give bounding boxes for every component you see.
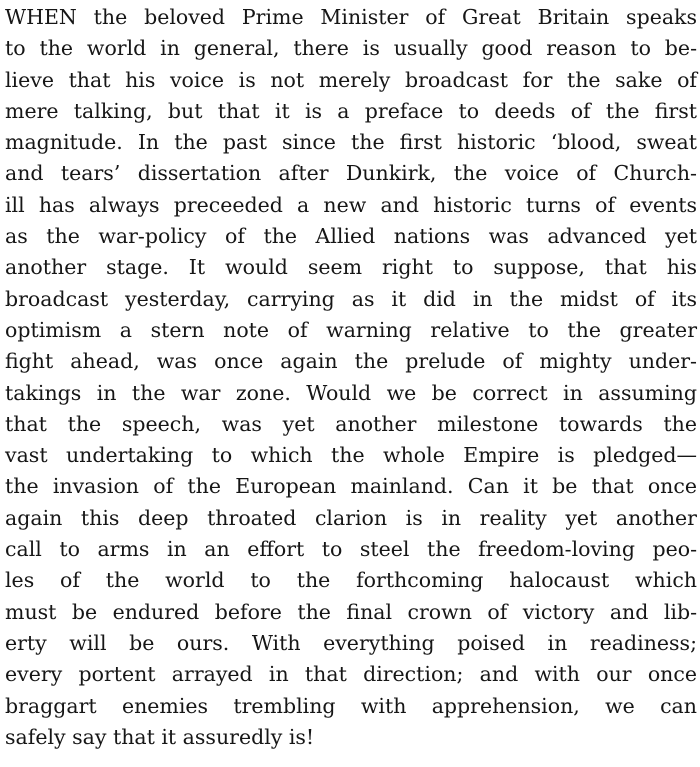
text-line: as the war-policy of the Allied nations was advanced yet (5, 224, 697, 249)
text-line: and tears’ dissertation after Dunkirk, the voice of Church- (5, 161, 697, 186)
editorial-paragraph (5, 2, 697, 753)
text-line: must be endured before the final crown of victory and lib- (5, 599, 697, 624)
text-line: again this deep throated clarion is in reality yet another (5, 505, 697, 530)
text-line: vast undertaking to which the whole Empire is pledged— (5, 443, 697, 468)
text-line: magnitude. In the past since the first historic ‘blood, sweat (5, 130, 697, 155)
text-line: another stage. It would seem right to suppose, that his (5, 255, 697, 280)
text-line: the invasion of the European mainland. Can it be that once (5, 474, 697, 499)
text-line: mere talking, but that it is a preface to deeds of the first (5, 98, 697, 123)
text-line: to the world in general, there is usually good reason to be- (5, 36, 697, 61)
text-line: safely say that it assuredly is! (5, 724, 315, 749)
text-line: lieve that his voice is not merely broadcast for the sake of (5, 67, 697, 92)
text-line: takings in the war zone. Would we be correct in assuming (5, 380, 697, 405)
text-line: call to arms in an effort to steel the freedom-loving peo- (5, 537, 697, 562)
text-line: fight ahead, was once again the prelude of mighty under- (5, 349, 697, 374)
text-line: braggart enemies trembling with apprehension, we can (5, 693, 697, 718)
text-line: les of the world to the forthcoming halocaust which (5, 568, 697, 593)
text-line: WHEN the beloved Prime Minister of Great Britain speaks (5, 5, 697, 29)
text-line: erty will be ours. With everything poised in readiness; (5, 630, 697, 655)
text-line: every portent arrayed in that direction; and with our once (5, 662, 697, 687)
text-line: optimism a stern note of warning relative to the greater (5, 317, 697, 342)
text-line: broadcast yesterday, carrying as it did in the midst of its (5, 286, 697, 311)
text-line: ill has always preceeded a new and historic turns of events (5, 192, 697, 217)
text-line: that the speech, was yet another milestone towards the (5, 411, 697, 436)
